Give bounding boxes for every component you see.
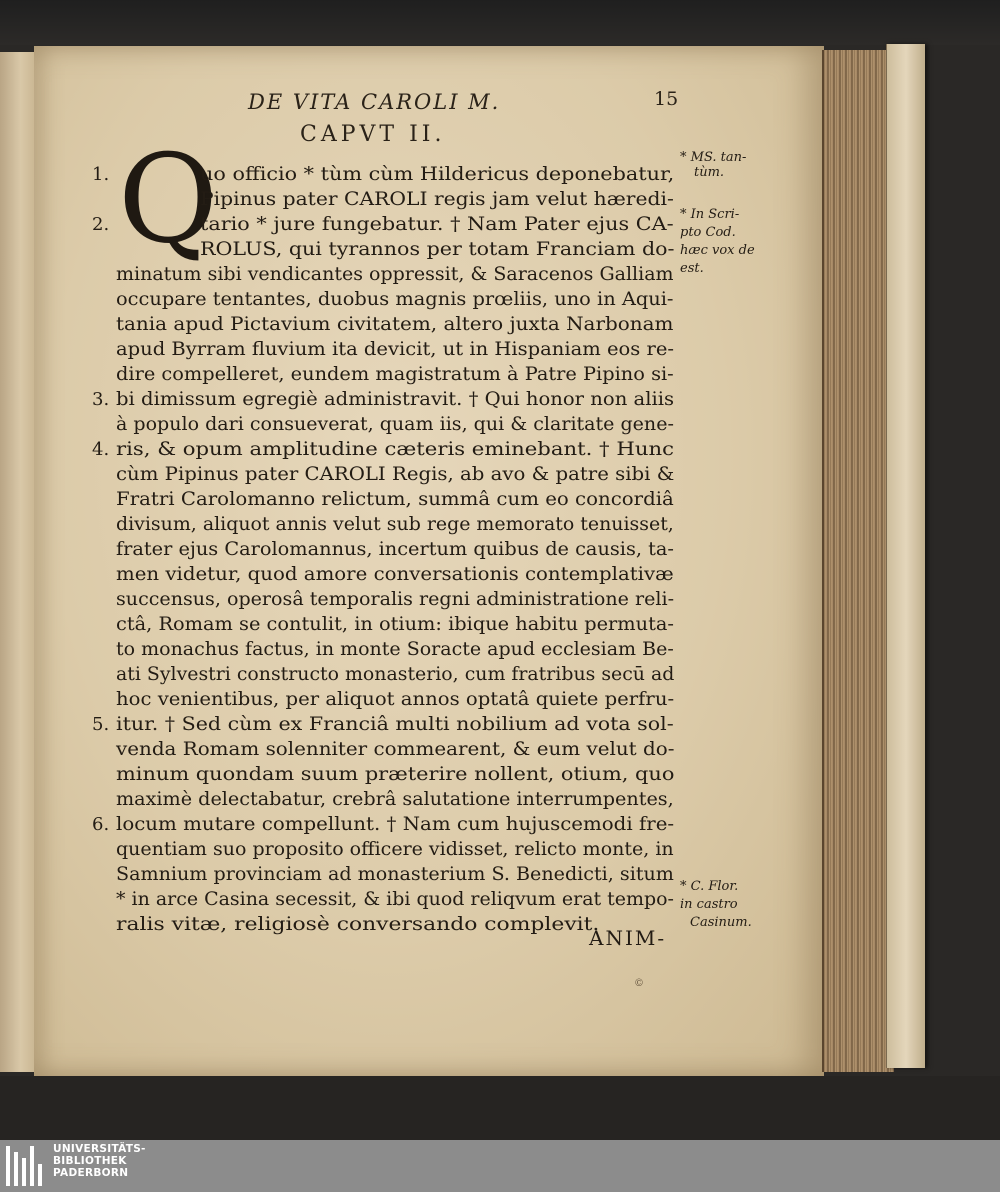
library-name-line: PADERBORN (53, 1167, 129, 1179)
verse-number: 5. (92, 714, 110, 735)
margin-note-1 (680, 150, 746, 180)
text-line: quentiam suo proposito officere vidisset, relicto monte, in (116, 838, 674, 860)
text-line: frater ejus Carolomannus, incertum quibus de causis, ta- (116, 538, 674, 560)
page-number: 15 (654, 88, 679, 110)
text-line: Samnium provinciam ad monasterium S. Benedicti, situm (116, 863, 674, 885)
running-head: DE VITA CAROLI M. (248, 90, 501, 114)
book-cover-edge (886, 44, 925, 1068)
text-line: ctâ, Romam se contulit, in otium: ibique habitu permuta- (116, 613, 674, 635)
text-line: maximè delectabatur, crebrâ salutatione interrumpentes, (116, 788, 674, 810)
text-line: dire compelleret, eundem magistratum à Patre Pipino si- (116, 363, 674, 385)
verse-number: 1. (92, 164, 110, 185)
page-edges (822, 50, 894, 1072)
scan-background-bottom (0, 1076, 1000, 1140)
text-line: ralis vitæ, religiosè conversando complevit. (116, 913, 600, 935)
text-line: apud Byrram fluvium ita devicit, ut in Hispaniam eos re- (116, 338, 674, 360)
margin-note-line: Casinum. (690, 915, 752, 930)
text-line: cùm Pipinus pater CAROLI Regis, ab avo & patre sibi & (116, 463, 675, 485)
text-line: succensus, operosâ temporalis regni administratione reli- (116, 588, 675, 610)
text-line: tario * jure fungebatur. † Nam Pater ejus CA- (200, 213, 674, 235)
text-line: minatum sibi vendicantes oppressit, & Saracenos Galliam (116, 263, 674, 285)
text-line: * in arce Casina secessit, & ibi quod reliqvum erat tempo- (116, 888, 674, 910)
footer-bar (0, 1140, 1000, 1192)
drop-cap: Q (118, 128, 219, 270)
library-logo-icon (6, 1146, 46, 1188)
paper-speck: © (634, 978, 644, 989)
text-line: venda Romam solenniter commearent, & eum velut do- (116, 738, 675, 760)
text-line: Pipinus pater CAROLI regis jam velut hæredi- (200, 188, 674, 210)
margin-note-line: pto Cod. (680, 225, 736, 240)
scan-background-top (0, 0, 1000, 45)
text-line: bi dimissum egregiè administravit. † Qui honor non aliis (116, 388, 675, 410)
text-line: uo officio * tùm cùm Hildericus deponebatur, (200, 163, 675, 185)
text-line: itur. † Sed cùm ex Franciâ multi nobilium ad vota sol- (116, 713, 674, 735)
library-name (53, 1143, 146, 1179)
margin-note-2 (680, 206, 755, 278)
text-line: ris, & opum amplitudine cæteris eminebant. † Hunc (116, 438, 674, 460)
text-line: occupare tentantes, duobus magnis prœliis, uno in Aqui- (116, 288, 674, 310)
margin-note-line: in castro (680, 897, 738, 912)
text-line: hoc venientibus, per aliquot annos optatâ quiete perfru- (116, 688, 675, 710)
margin-note-line: * In Scri- (680, 207, 740, 222)
text-line: à populo dari consueverat, quam iis, qui & claritate gene- (116, 413, 674, 435)
margin-note-line: hæc vox de (680, 243, 755, 258)
text-line: ati Sylvestri constructo monasterio, cum fratribus secū ad (116, 663, 675, 685)
text-line: to monachus factus, in monte Soracte apud ecclesiam Be- (116, 638, 674, 660)
text-line: tania apud Pictavium civitatem, altero juxta Narbonam (116, 313, 674, 335)
margin-note-line: * C. Flor. (680, 879, 739, 894)
margin-note-line: est. (680, 261, 704, 276)
chapter-title: CAPVT II. (300, 122, 446, 147)
library-name-line: BIBLIOTHEK (53, 1155, 127, 1167)
margin-note-3 (680, 878, 752, 932)
text-line: locum mutare compellunt. † Nam cum hujuscemodi fre- (116, 813, 675, 835)
text-line: Fratri Carolomanno relictum, summâ cum eo concordiâ (116, 488, 674, 510)
verse-number: 2. (92, 214, 110, 235)
catchword: ANIM- (589, 926, 667, 950)
verse-number: 6. (92, 814, 110, 835)
verse-number: 4. (92, 439, 110, 460)
verse-number: 3. (92, 389, 110, 410)
text-line: ROLUS, qui tyrannos per totam Franciam do- (200, 238, 675, 260)
text-line: men videtur, quod amore conversationis contemplativæ (116, 563, 674, 585)
margin-note-line: * MS. tan- (680, 150, 747, 165)
text-line: minum quondam suum præterire nollent, otium, quo (116, 763, 675, 785)
left-page-edge (0, 52, 35, 1072)
margin-note-line: tùm. (694, 165, 725, 180)
text-line: divisum, aliquot annis velut sub rege memorato tenuisset, (116, 513, 674, 535)
library-name-line: UNIVERSITÄTS- (53, 1143, 146, 1155)
